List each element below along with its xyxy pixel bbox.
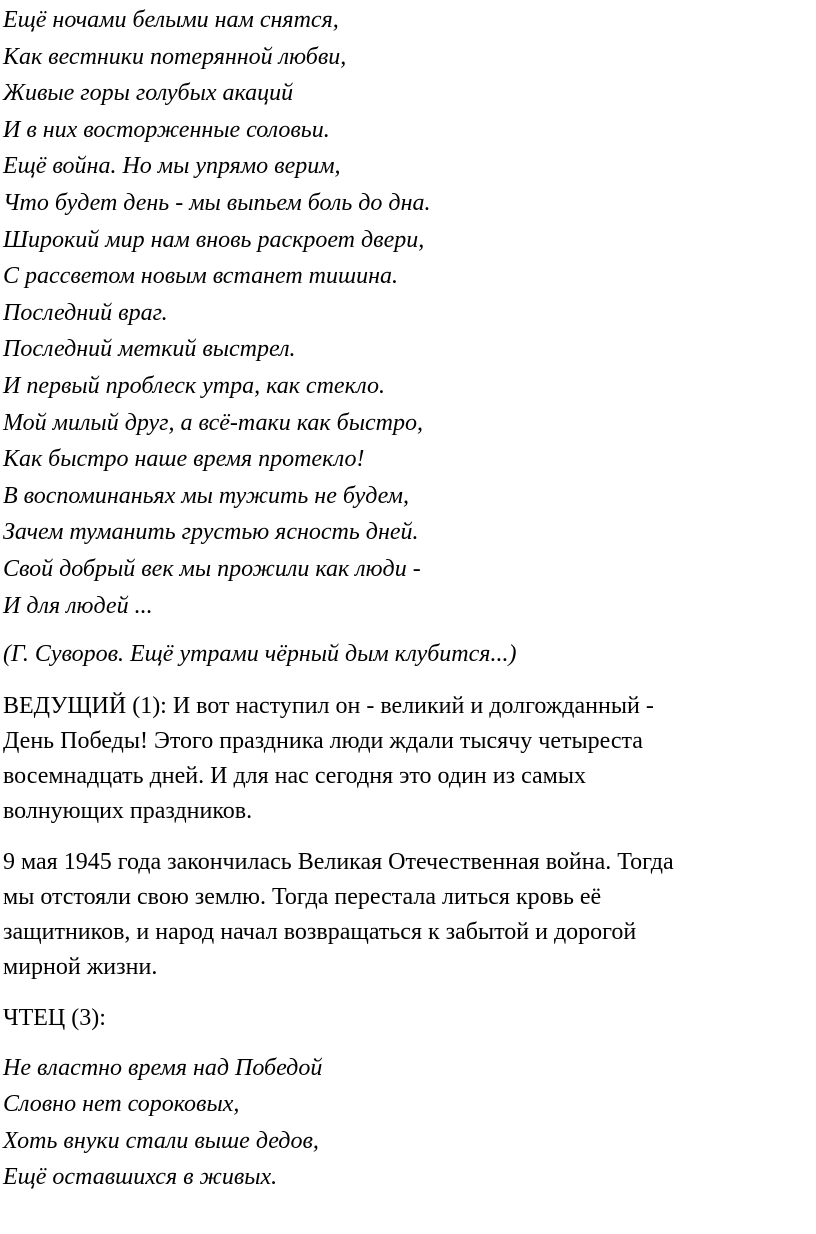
paragraph-line: защитников, и народ начал возвращаться к забытой и дорогой [3, 918, 637, 945]
poem-line: Мой милый друг, а всё-таки как быстро, [3, 409, 423, 436]
reader-label: ЧТЕЦ (3): [3, 1004, 106, 1031]
poem-line: Последний меткий выстрел. [3, 336, 296, 363]
host-paragraph [3, 689, 803, 829]
poem-line: Ещё оставшихся в живых. [3, 1164, 278, 1191]
poem-line: И в них восторженные соловьи. [3, 116, 330, 143]
poem-line: Хоть внуки стали выше дедов, [3, 1127, 319, 1154]
poem-line: Свой добрый век мы прожили как люди - [3, 555, 421, 582]
paragraph-line: мирной жизни. [3, 953, 158, 980]
paragraph-line: восемнадцать дней. И для нас сегодня это один из самых [3, 762, 586, 789]
poem-line: С рассветом новым встанет тишина. [3, 263, 399, 290]
paragraph-line: мы отстояли свою землю. Тогда перестала литься кровь её [3, 883, 602, 910]
poem-line: Что будет день - мы выпьем боль до дна. [3, 189, 431, 216]
poem-line: Не властно время над Победой [3, 1054, 323, 1081]
poem-citation: (Г. Суворов. Ещё утрами чёрный дым клубится...) [3, 641, 517, 668]
paragraph-line: 9 мая 1945 года закончилась Великая Отечественная война. Тогда [3, 848, 674, 875]
poem-second [3, 1050, 816, 1196]
paragraph-line: ВЕДУЩИЙ (1): И вот наступил он - великий и долгожданный - [3, 692, 654, 719]
poem-line: Широкий мир нам вновь раскроет двери, [3, 226, 425, 253]
poem-line: Зачем туманить грустью ясность дней. [3, 519, 419, 546]
poem-line: И первый проблеск утра, как стекло. [3, 372, 386, 399]
poem-line: И для людей ... [3, 592, 153, 619]
paragraph-line: волнующих праздников. [3, 797, 253, 824]
poem-line: Ещё ночами белыми нам снятся, [3, 7, 339, 33]
poem-line: В воспоминаньях мы тужить не будем, [3, 482, 409, 509]
paragraph-line: День Победы! Этого праздника люди ждали тысячу четыреста [3, 727, 643, 754]
poem-line: Как вестники потерянной любви, [3, 43, 347, 70]
poem-line: Как быстро наше время протекло! [3, 446, 365, 473]
poem-line: Словно нет сороковых, [3, 1091, 240, 1118]
poem-line: Ещё война. Но мы упрямо верим, [3, 153, 341, 180]
history-paragraph [3, 845, 803, 985]
poem-line: Последний враг. [3, 299, 168, 326]
poem-line: Живые горы голубых акаций [3, 80, 294, 107]
poem-first [3, 2, 816, 624]
